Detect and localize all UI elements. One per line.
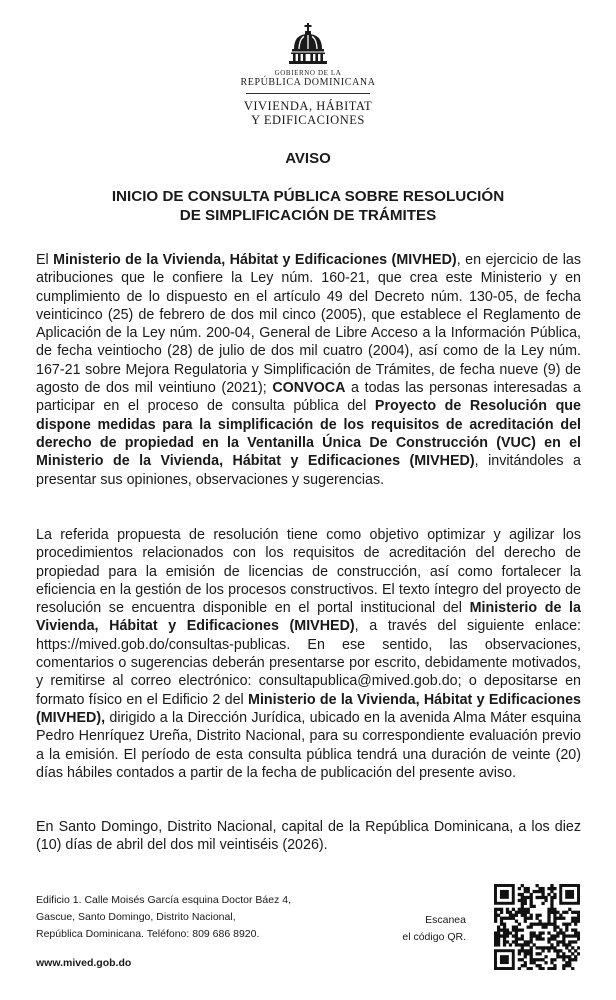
p1-run-bold: Ministerio de la Vivienda, Hábitat y Edificaciones (MIVHED) [53,252,457,268]
address-line-1: Edificio 1. Calle Moisés García esquina Doctor Báez 4, [36,894,292,906]
scan-instructions [380,912,466,946]
paragraph-1 [36,251,581,489]
p2-run: La referida propuesta de resolución tiene como objetivo optimizar y agilizar los procedimientos relacionados con los requisitos de acreditación del derecho de propiedad para la emisión de licencias de construcción, así como fortalecer la eficiencia en la gestión de los procesos constructivos. El texto íntegro del proyecto de resolución se encuentra disponible en el portal institucional del [36,527,581,617]
p1-run-bold: Proyecto de Resolución que dispone medidas para la simplificación de los requisitos de acreditación del derecho de propiedad en la Ventanilla Única De Construcción (VUC) en el Ministerio de la Vivienda, Hábitat y Edificaciones (MIVHED) [36,398,581,470]
ministry-line-2: Y EDIFICACIONES [251,113,365,127]
website-link[interactable]: www.mived.gob.do [36,957,132,969]
p1-run: El [36,252,54,268]
p1-run: , invitándoles a presentar sus opiniones, observaciones y sugerencias. [36,453,581,488]
subtitle-line-1: INICIO DE CONSULTA PÚBLICA SOBRE RESOLUCIÓN [111,188,505,205]
paragraph-2 [36,526,581,782]
scan-line-2: el código QR. [402,931,466,943]
paragraph-3: En Santo Domingo, Distrito Nacional, capital de la República Dominicana, a los diez (10) días de abril del dos mil veintiséis (2026). [36,819,581,854]
gov-line-1: GOBIERNO DE LA [274,69,342,77]
p1-run: , en ejercicio de las atribuciones que le confiere la Ley núm. 160-21, que crea este Ministerio y en cumplimiento de lo dispuesto en el artículo 49 del Decreto núm. 130-05, de fecha veinticinco (25) de febrero de dos mil cinco (2005), que establece el Reglamento de Aplicación de la Ley núm. 200-04, General de Libre Acceso a la Información Pública, de fecha veintiocho (28) de julio de dos mil cuatro (2004), así como de la Ley núm. 167-21 sobre Mejora Regulatoria y Simplificación de Trámites, de fecha nueve (9) de agosto de dos mil veintiuno (2021); [36,252,581,397]
qr-code-icon[interactable] [494,884,580,970]
government-crest-icon [286,22,330,66]
p2-run: , a través del siguiente enlace: https://mived.gob.do/consultas-publicas. En ese sentido, las observaciones, comentarios o sugerencias deberán presentarse por escrito, debidamente motivados, y remitirse al correo electrónico: consultapublica@mived.gob.do; o depositarse en formato físico en el Edificio 2 del [36,618,581,708]
subtitle-line-2: DE SIMPLIFICACIÓN DE TRÁMITES [179,207,437,224]
address-line-3: República Dominicana. Teléfono: 809 686 8920. [36,928,260,940]
p1-run: a todas las personas interesadas a participar en el proceso de consulta pública del [36,380,581,415]
page-title: AVISO [285,150,331,167]
p2-run-bold: Ministerio de la Vivienda, Hábitat y Edificaciones (MIVHED) [36,600,581,635]
header-logo [0,22,616,127]
scan-line-1: Escanea [425,914,466,926]
address-line-2: Gascue, Santo Domingo, Distrito Nacional, [36,911,236,923]
subtitle [40,187,576,225]
p2-run-bold: Ministerio de la Vivienda, Hábitat y Edificaciones (MIVHED), [36,691,581,726]
p2-run: dirigido a la Dirección Jurídica, ubicado en la avenida Alma Máter esquina Pedro Henríquez Ureña, Distrito Nacional, para su correspondiente evaluación previo a la emisión. El período de esta consulta pública tendrá una duración de veinte (20) días hábiles contados a partir de la fecha de publicación del presente aviso. [36,709,581,781]
p1-run-bold: CONVOCA [272,380,346,397]
ministry-line-1: VIVIENDA, HÁBITAT [243,99,373,113]
gov-line-2: REPÚBLICA DOMINICANA [240,77,376,88]
footer-address [36,892,291,943]
logo-divider [246,93,370,94]
